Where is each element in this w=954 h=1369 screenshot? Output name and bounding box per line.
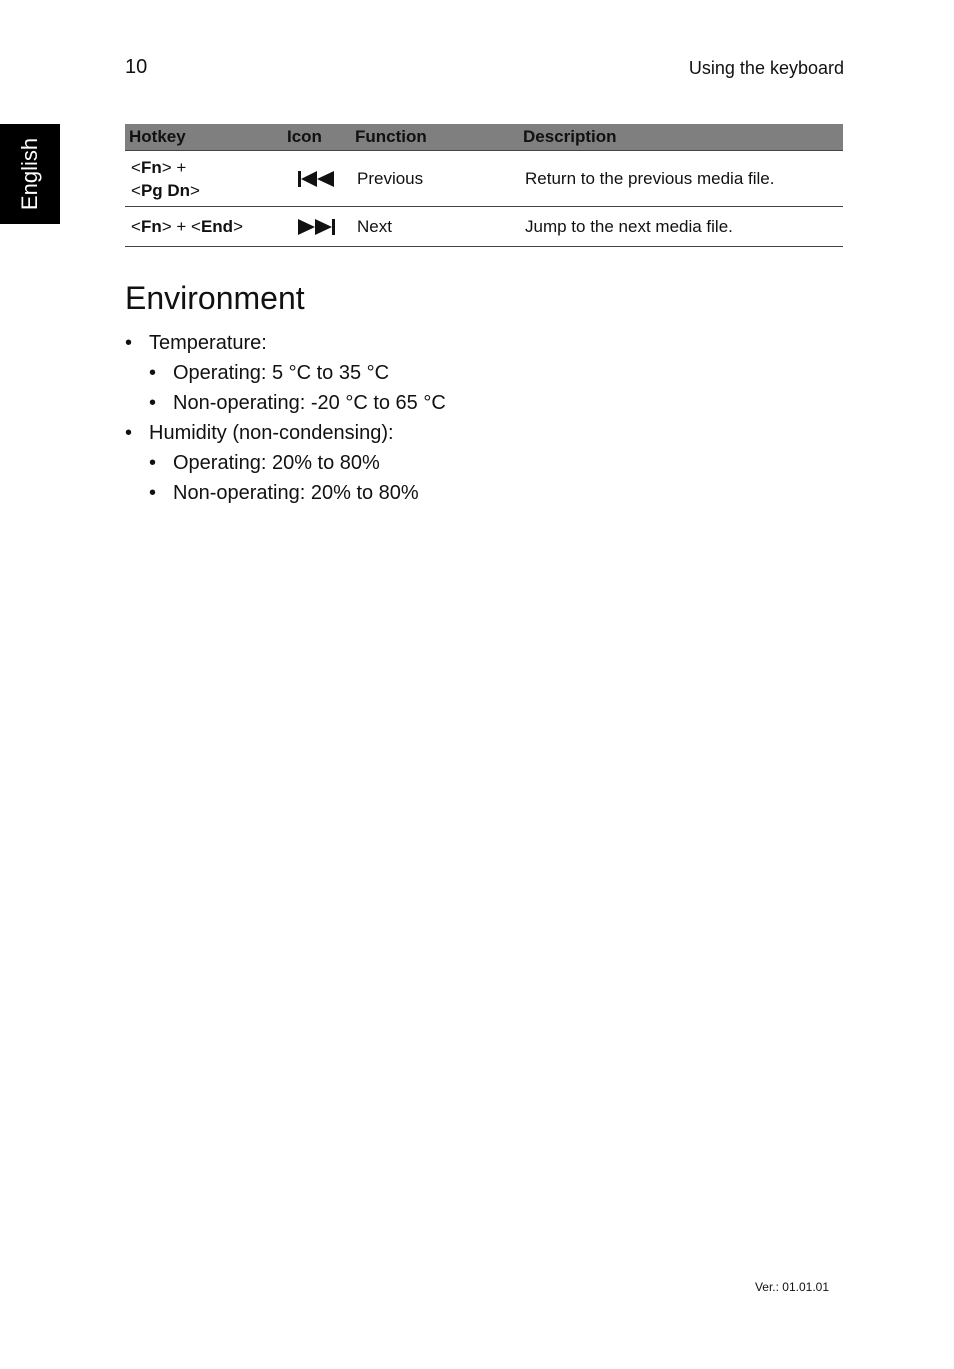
list-item [125, 418, 446, 448]
running-header: Using the keyboard [688, 58, 844, 78]
hotkey-text: < [131, 217, 141, 236]
function-cell: Next [351, 207, 519, 247]
list-item [125, 478, 446, 508]
icon-cell [283, 207, 351, 247]
bullet: • [125, 332, 133, 354]
list-item [125, 388, 446, 418]
column-header-hotkey: Hotkey [125, 124, 283, 151]
hotkey-cell [125, 151, 283, 207]
function-cell: Previous [351, 151, 519, 207]
description-cell: Return to the previous media file. [519, 151, 843, 207]
hotkey-cell [125, 207, 283, 247]
list-item-text: Humidity (non-condensing): [149, 422, 394, 444]
hotkey-table [125, 124, 843, 247]
column-header-description: Description [519, 124, 843, 151]
hotkey-text: > + [161, 157, 187, 177]
hotkey-key: Fn [140, 217, 162, 236]
page-number: 10 [125, 56, 148, 78]
column-header-function: Function [351, 124, 519, 151]
hotkey-key: Fn [140, 157, 162, 177]
bullet: • [149, 362, 157, 384]
table-header-row [125, 124, 843, 151]
list-item-text: Operating: 5 °C to 35 °C [173, 362, 390, 384]
table-row [125, 151, 843, 207]
hotkey-text: < [131, 180, 141, 200]
list-item-text: Temperature: [149, 332, 267, 354]
bullet: • [149, 482, 157, 504]
hotkey-line [131, 179, 277, 202]
hotkey-line [131, 156, 277, 179]
version-label: Ver.: 01.01.01 [754, 1280, 829, 1294]
previous-track-icon [298, 171, 336, 187]
bullet: • [149, 392, 157, 414]
hotkey-text: > [233, 217, 243, 236]
hotkey-key: Pg Dn [140, 180, 191, 200]
hotkey-key: End [200, 217, 234, 236]
list-item [125, 448, 446, 478]
bullet: • [149, 452, 157, 474]
hotkey-line [131, 215, 277, 238]
hotkey-text: > [190, 180, 200, 200]
section-title: Environment [125, 280, 305, 316]
icon-cell [283, 151, 351, 207]
list-item-text: Non-operating: -20 °C to 65 °C [173, 392, 446, 414]
table-row [125, 207, 843, 247]
column-header-icon: Icon [283, 124, 351, 151]
list-item [125, 358, 446, 388]
description-cell: Jump to the next media file. [519, 207, 843, 247]
next-track-icon [298, 219, 336, 235]
hotkey-text: > + < [161, 217, 201, 236]
bullet: • [125, 422, 133, 444]
hotkey-text: < [131, 157, 141, 177]
language-tab [0, 124, 60, 224]
environment-list [125, 328, 446, 508]
list-item-text: Operating: 20% to 80% [173, 452, 380, 474]
list-item [125, 328, 446, 358]
list-item-text: Non-operating: 20% to 80% [173, 482, 419, 504]
language-tab-label: English [17, 137, 42, 211]
